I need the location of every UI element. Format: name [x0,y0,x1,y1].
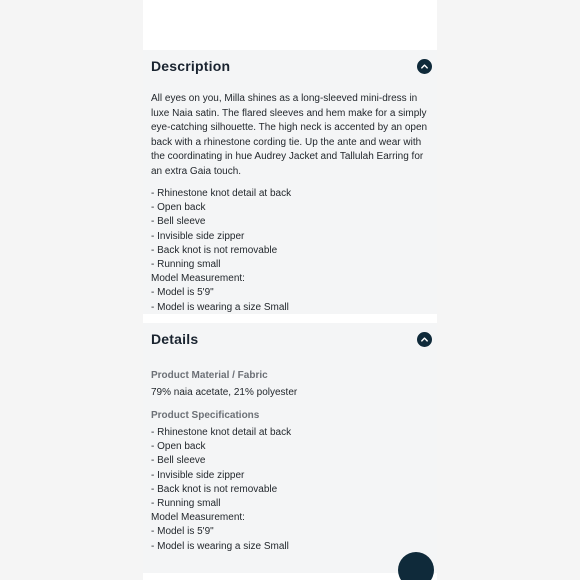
list-item: - Open back [151,441,206,453]
chat-bubble-icon[interactable] [398,552,434,580]
details-title: Details [151,331,199,347]
description-title: Description [151,58,231,74]
list-item: - Back knot is not removable [151,483,278,495]
list-item: - Rhinestone knot detail at back [151,427,292,438]
list-item: - Model is wearing a size Small [151,301,289,313]
list-item: - Model is 5'9" [151,526,214,538]
list-item: - Model is wearing a size Small [151,540,289,552]
list-item: - Invisible side zipper [151,469,245,481]
material-label: Product Material / Fabric [151,370,268,381]
specifications-list [151,426,291,554]
list-item: - Bell sleeve [151,455,206,467]
description-section [143,50,437,314]
list-item: - Bell sleeve [151,216,206,228]
material-value: 79% naia acetate, 21% polyester [151,387,298,398]
product-info-page [143,0,437,580]
details-section [143,323,437,573]
list-item: - Model is 5'9" [151,287,214,299]
list-item: - Open back [151,202,206,214]
description-paragraph: All eyes on you, Milla shines as a long-sleeved mini-dress in luxe Naia satin. The flared sleeves and hem make for a simply eye-catching silhouette. The high neck is accented by an open back with a rhinestone cording tie. Up the ante and wear with the coordinating in hue Audrey Jacket and Tallulah Earring for an extra Gaia touch. [151,93,428,177]
right-backdrop [437,0,580,580]
chevron-up-icon[interactable] [417,59,432,74]
list-item: - Rhinestone knot detail at back [151,188,292,199]
list-item: - Running small [151,498,221,510]
left-backdrop [0,0,143,580]
list-item: - Running small [151,259,221,271]
list-item: - Back knot is not removable [151,244,278,256]
specifications-label: Product Specifications [151,410,260,421]
list-item: Model Measurement: [151,512,245,524]
chevron-up-icon[interactable] [417,332,432,347]
description-bullet-list [151,187,291,315]
list-item: - Invisible side zipper [151,230,245,242]
details-header[interactable] [143,323,437,363]
list-item: Model Measurement: [151,273,245,285]
description-header[interactable] [143,50,437,90]
